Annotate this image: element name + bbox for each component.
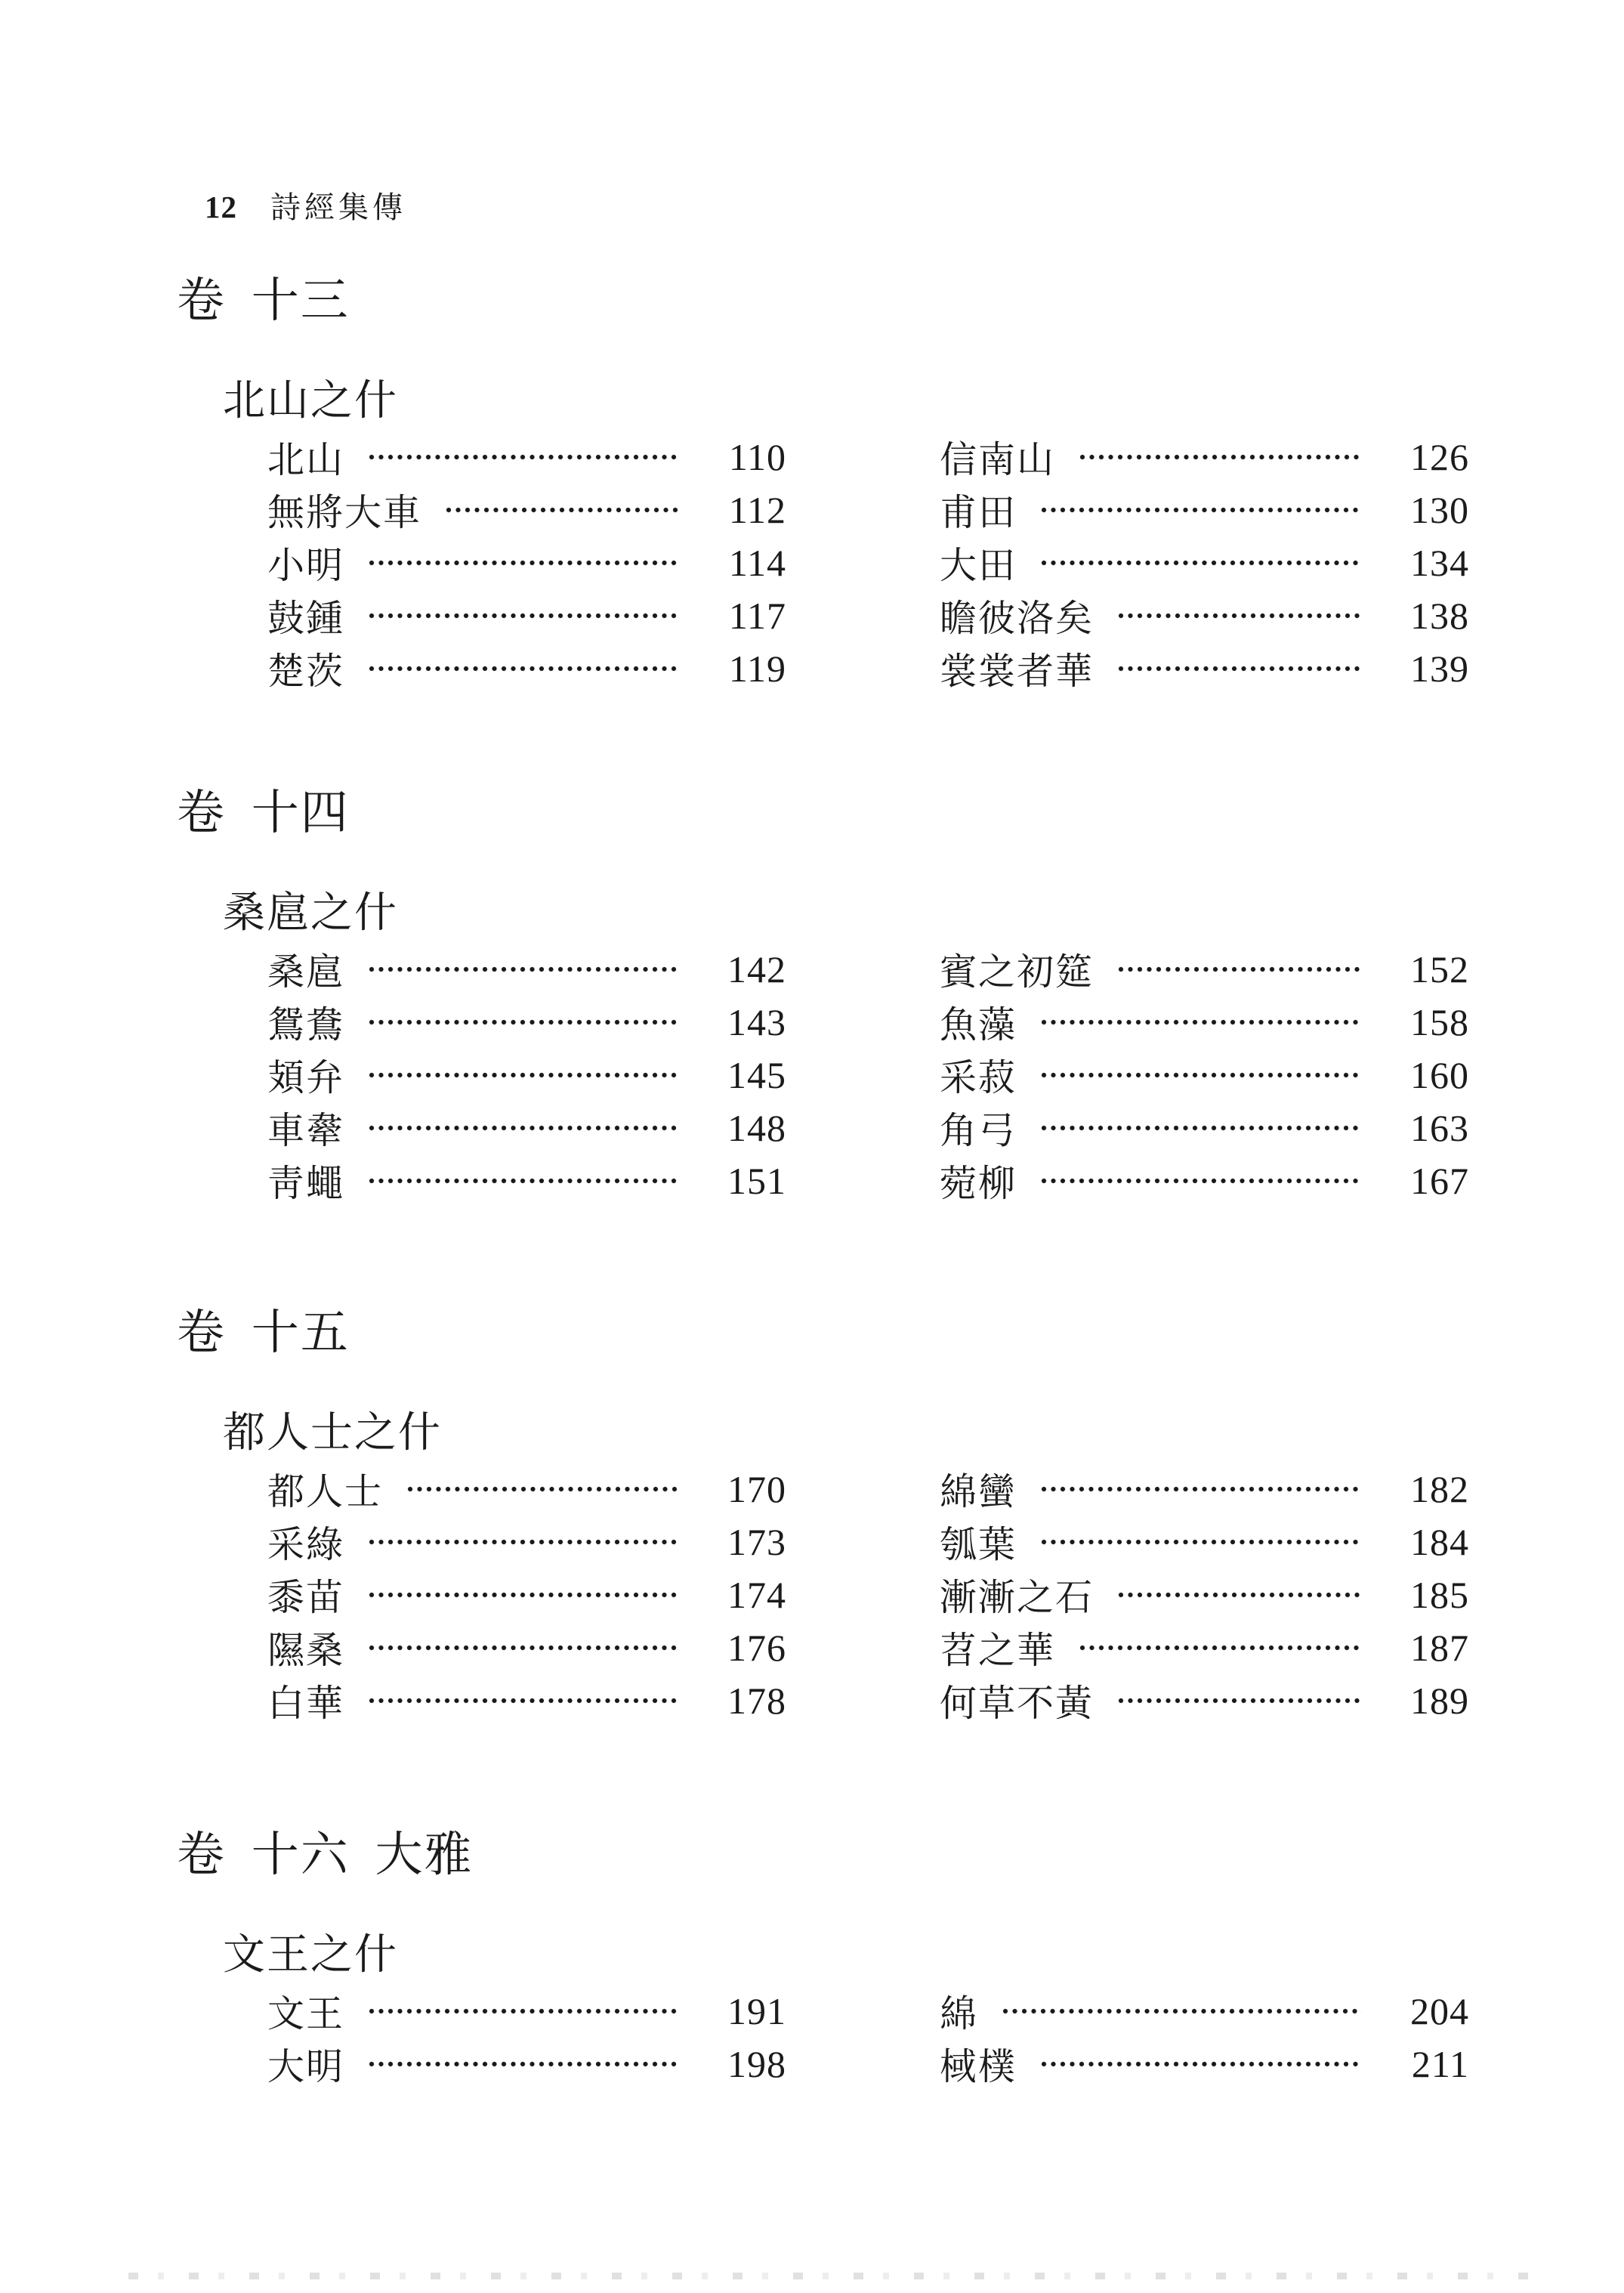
dot-leader bbox=[367, 555, 679, 571]
page-header bbox=[205, 0, 1624, 227]
entry-title: 楚茨 bbox=[267, 651, 345, 692]
entry-page-number: 189 bbox=[1410, 1680, 1469, 1722]
entry-title: 頍弁 bbox=[267, 1057, 345, 1099]
dot-leader bbox=[367, 1692, 679, 1709]
toc-entry bbox=[267, 1568, 786, 1621]
book-title: 詩經集傳 bbox=[270, 190, 406, 224]
entry-title: 無將大車 bbox=[267, 492, 422, 533]
entry-page-number: 173 bbox=[727, 1521, 786, 1563]
entry-title: 采菽 bbox=[940, 1057, 1017, 1099]
toc-entry bbox=[940, 1154, 1469, 1207]
entry-page-number: 163 bbox=[1410, 1107, 1469, 1149]
toc-entry bbox=[267, 996, 786, 1049]
toc-entry bbox=[940, 1463, 1469, 1516]
entry-title: 桑扈 bbox=[267, 951, 345, 993]
entry-title: 棫樸 bbox=[940, 2046, 1017, 2087]
toc-entry bbox=[267, 1674, 786, 1727]
toc-volume bbox=[0, 1306, 1624, 1727]
dot-leader bbox=[367, 1014, 679, 1031]
volume-heading: 卷 十四 bbox=[177, 786, 350, 839]
entry-title: 甫田 bbox=[940, 492, 1017, 533]
entry-page-number: 134 bbox=[1410, 542, 1469, 584]
volume-heading: 卷 十五 bbox=[177, 1306, 350, 1359]
entry-page-number: 174 bbox=[727, 1574, 786, 1616]
toc-entry bbox=[267, 589, 786, 642]
entry-title: 何草不黃 bbox=[940, 1683, 1095, 1724]
toc-entry bbox=[267, 642, 786, 695]
dot-leader bbox=[1039, 1481, 1362, 1497]
toc-entry bbox=[940, 589, 1469, 642]
dot-leader bbox=[367, 660, 679, 677]
dot-leader bbox=[367, 2056, 679, 2072]
section-heading: 桑扈之什 bbox=[223, 890, 398, 937]
toc-entry bbox=[940, 2038, 1469, 2091]
entry-title: 文王 bbox=[267, 1993, 345, 2035]
toc-entry bbox=[940, 1621, 1469, 1674]
volume-heading: 卷 十三 bbox=[177, 274, 350, 327]
entry-title: 瞻彼洛矣 bbox=[940, 598, 1095, 639]
dot-leader bbox=[1116, 1692, 1362, 1709]
dot-leader bbox=[367, 2003, 679, 2020]
entry-page-number: 182 bbox=[1410, 1468, 1469, 1510]
entry-page-number: 160 bbox=[1410, 1054, 1469, 1096]
dot-leader bbox=[1039, 1067, 1362, 1083]
toc-entry bbox=[940, 642, 1469, 695]
dot-leader bbox=[367, 1067, 679, 1083]
entry-title: 車舝 bbox=[267, 1110, 345, 1151]
section-heading: 都人士之什 bbox=[223, 1410, 442, 1457]
entry-page-number: 119 bbox=[728, 647, 786, 690]
dot-leader bbox=[1116, 660, 1362, 677]
toc-entry bbox=[940, 536, 1469, 589]
dot-leader bbox=[367, 1173, 679, 1189]
toc-entry bbox=[940, 1049, 1469, 1102]
entry-title: 北山 bbox=[267, 439, 345, 481]
toc-volume bbox=[0, 786, 1624, 1207]
entry-title: 綿 bbox=[940, 1993, 979, 2035]
toc-column-right bbox=[940, 1985, 1469, 2091]
volume-heading: 卷 十六 大雅 bbox=[177, 1828, 474, 1881]
entry-page-number: 139 bbox=[1410, 647, 1469, 690]
dot-leader bbox=[1116, 607, 1362, 624]
entry-title: 采綠 bbox=[267, 1524, 345, 1565]
toc-entry bbox=[267, 536, 786, 589]
dot-leader bbox=[367, 961, 679, 978]
toc-grid bbox=[267, 943, 1624, 1207]
entry-title: 鼓鍾 bbox=[267, 598, 345, 639]
entry-page-number: 126 bbox=[1410, 436, 1469, 478]
entry-title: 鴛鴦 bbox=[267, 1004, 345, 1046]
toc-entry bbox=[267, 431, 786, 484]
dot-leader bbox=[367, 607, 679, 624]
entry-page-number: 143 bbox=[727, 1001, 786, 1043]
dot-leader bbox=[1078, 1639, 1362, 1656]
toc-entry bbox=[940, 431, 1469, 484]
toc-volume bbox=[0, 1828, 1624, 2091]
toc-grid bbox=[267, 431, 1624, 695]
dot-leader bbox=[367, 1120, 679, 1136]
dot-leader bbox=[1039, 1173, 1362, 1189]
entry-page-number: 191 bbox=[727, 1990, 786, 2032]
toc-volume bbox=[0, 273, 1624, 695]
dot-leader bbox=[1039, 2056, 1362, 2072]
dot-leader bbox=[1116, 1587, 1362, 1603]
dot-leader bbox=[1039, 1534, 1362, 1550]
toc-entry bbox=[940, 996, 1469, 1049]
toc-volumes bbox=[0, 273, 1624, 2091]
dot-leader bbox=[367, 1587, 679, 1603]
entry-page-number: 117 bbox=[728, 595, 786, 637]
entry-page-number: 130 bbox=[1410, 489, 1469, 531]
toc-entry bbox=[267, 1463, 786, 1516]
entry-title: 裳裳者華 bbox=[940, 651, 1095, 692]
toc-column-right bbox=[940, 431, 1469, 695]
toc-column-left bbox=[267, 1985, 786, 2091]
dot-leader bbox=[406, 1481, 679, 1497]
toc-entry bbox=[940, 1674, 1469, 1727]
entry-title: 白華 bbox=[267, 1683, 345, 1724]
dot-leader bbox=[367, 449, 679, 465]
entry-page-number: 184 bbox=[1410, 1521, 1469, 1563]
toc-entry bbox=[267, 1985, 786, 2038]
dot-leader bbox=[367, 1639, 679, 1656]
dot-leader bbox=[1078, 449, 1362, 465]
scan-noise-artifact bbox=[128, 2273, 1545, 2279]
entry-page-number: 178 bbox=[727, 1680, 786, 1722]
toc-entry bbox=[267, 484, 786, 536]
entry-title: 黍苗 bbox=[267, 1577, 345, 1618]
toc-entry bbox=[940, 484, 1469, 536]
toc-entry bbox=[940, 943, 1469, 996]
entry-title: 小明 bbox=[267, 545, 345, 586]
toc-entry bbox=[267, 1102, 786, 1154]
toc-column-right bbox=[940, 943, 1469, 1207]
entry-page-number: 110 bbox=[728, 436, 786, 478]
entry-page-number: 114 bbox=[728, 542, 786, 584]
dot-leader bbox=[1001, 2003, 1362, 2020]
toc-entry bbox=[267, 1154, 786, 1207]
toc-entry bbox=[267, 943, 786, 996]
entry-page-number: 198 bbox=[727, 2043, 786, 2085]
toc-entry bbox=[940, 1985, 1469, 2038]
toc-grid bbox=[267, 1463, 1624, 1727]
entry-page-number: 211 bbox=[1411, 2043, 1469, 2085]
toc-entry bbox=[267, 1621, 786, 1674]
dot-leader bbox=[1039, 555, 1362, 571]
entry-page-number: 148 bbox=[727, 1107, 786, 1149]
section-heading: 文王之什 bbox=[223, 1932, 398, 1979]
entry-page-number: 167 bbox=[1410, 1160, 1469, 1202]
section-heading: 北山之什 bbox=[223, 378, 398, 425]
dot-leader bbox=[1039, 502, 1362, 518]
entry-page-number: 176 bbox=[727, 1627, 786, 1669]
entry-page-number: 158 bbox=[1410, 1001, 1469, 1043]
toc-entry bbox=[267, 2038, 786, 2091]
entry-page-number: 152 bbox=[1410, 948, 1469, 990]
entry-page-number: 138 bbox=[1410, 595, 1469, 637]
toc-column-right bbox=[940, 1463, 1469, 1727]
dot-leader bbox=[367, 1534, 679, 1550]
toc-grid bbox=[267, 1985, 1624, 2091]
toc-entry bbox=[940, 1102, 1469, 1154]
entry-title: 大明 bbox=[267, 2046, 345, 2087]
entry-title: 角弓 bbox=[940, 1110, 1017, 1151]
entry-page-number: 151 bbox=[727, 1160, 786, 1202]
entry-title: 魚藻 bbox=[940, 1004, 1017, 1046]
toc-entry bbox=[267, 1516, 786, 1568]
dot-leader bbox=[1039, 1014, 1362, 1031]
entry-title: 瓠葉 bbox=[940, 1524, 1017, 1565]
entry-title: 隰桑 bbox=[267, 1630, 345, 1671]
page-number: 12 bbox=[205, 190, 237, 224]
toc-column-left bbox=[267, 943, 786, 1207]
entry-title: 綿蠻 bbox=[940, 1471, 1017, 1513]
entry-page-number: 185 bbox=[1410, 1574, 1469, 1616]
toc-entry bbox=[940, 1516, 1469, 1568]
entry-page-number: 170 bbox=[727, 1468, 786, 1510]
entry-page-number: 142 bbox=[727, 948, 786, 990]
dot-leader bbox=[1039, 1120, 1362, 1136]
entry-title: 大田 bbox=[940, 545, 1017, 586]
dot-leader bbox=[1116, 961, 1362, 978]
entry-page-number: 187 bbox=[1410, 1627, 1469, 1669]
entry-page-number: 204 bbox=[1410, 1990, 1469, 2032]
entry-title: 苕之華 bbox=[940, 1630, 1056, 1671]
entry-title: 信南山 bbox=[940, 439, 1056, 481]
entry-title: 菀柳 bbox=[940, 1163, 1017, 1204]
entry-title: 都人士 bbox=[267, 1471, 384, 1513]
entry-page-number: 145 bbox=[727, 1054, 786, 1096]
entry-title: 賓之初筵 bbox=[940, 951, 1095, 993]
dot-leader bbox=[444, 502, 679, 518]
toc-entry bbox=[940, 1568, 1469, 1621]
entry-title: 漸漸之石 bbox=[940, 1577, 1095, 1618]
entry-title: 靑蠅 bbox=[267, 1163, 345, 1204]
toc-column-left bbox=[267, 1463, 786, 1727]
toc-column-left bbox=[267, 431, 786, 695]
entry-page-number: 112 bbox=[728, 489, 786, 531]
toc-entry bbox=[267, 1049, 786, 1102]
